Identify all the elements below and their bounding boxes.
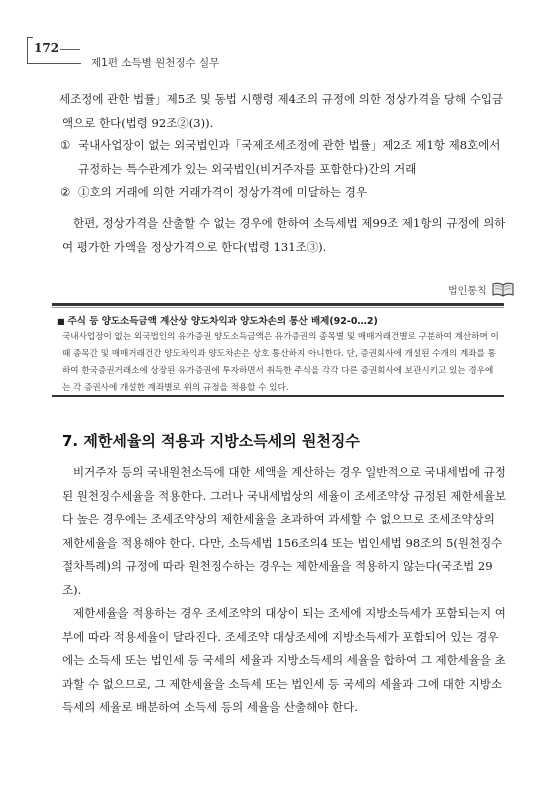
- list-number: ②: [60, 185, 71, 199]
- box-body-text: 국내사업장이 없는 외국법인의 유가증권 양도소득금액은 유가증권의 종목별 및 매매거래건별로 구분하여 계산하며 이때 종목간 및 매매거래건간 양도차익과 양도차손은 상호 통산하지 아니한다. 단, 증권회사에 개설된 수개의 계좌를 통하여 한국증권거래소에 상장된 유가증권에 투자하면서 취득한 주식을 각각 다른 증권회사에 보관시키고 있는 경우에는 각 증권사에 개설한 계좌별로 위의 규정을 적용할 수 있다.: [62, 332, 499, 393]
- header-line: [60, 49, 80, 50]
- section-title: 7. 제한세율의 적용과 지방소득세의 원천징수: [62, 432, 360, 450]
- box-bottom-rule: [52, 395, 504, 397]
- running-header-title: 제1편 소득별 원천징수 실무: [91, 57, 220, 69]
- bullet-icon: ■: [57, 317, 65, 326]
- box-heading-text: 주식 등 양도소득금액 계산상 양도차익과 양도차손의 통산 배제(92-0…2): [67, 316, 378, 327]
- header-rule: [27, 63, 81, 64]
- numbered-list: [60, 134, 510, 205]
- paragraph: 한편, 정상가격을 산출할 수 없는 경우에 한하여 소득세법 제99조 제1항의 규정에 의하여 평가한 가액을 정상가격으로 한다(법령 131조③).: [62, 216, 506, 254]
- list-number: ①: [60, 138, 71, 152]
- list-item: [60, 181, 510, 205]
- box-top-thin-rule: [52, 307, 504, 308]
- box-heading: [57, 313, 501, 327]
- badge-label: 법인통칙: [448, 285, 487, 297]
- list-text: ①호의 거래에 의한 거래가격이 정상가격에 미달하는 경우: [78, 185, 367, 199]
- regulation-box: [57, 313, 501, 397]
- regulation-badge: [448, 280, 515, 298]
- paragraph: 세조정에 관한 법률」제5조 및 동법 시행령 제4조의 규정에 의한 정상가격을 당해 수입금액으로 한다(법령 92조②(3)).: [59, 92, 504, 130]
- box-top-rule: [52, 303, 504, 306]
- paragraph: 비거주자 등의 국내원천소득에 대한 세액을 계산하는 경우 일반적으로 국내세법에 규정된 원천징수세율을 적용한다. 그러나 국내세법상의 세율이 조세조약상 규정된 제한세율보다 높은 경우에는 조세조약상의 제한세율을 초과하여 과세할 수 없으므로 조세조약상의 제한세율을 적용해야 한다. 다만, 소득세법 156조의4 또는 법인세법 98조의 5(원천징수 절차특례)의 규정에 따라 원천징수하는 경우는 제한세율을 적용하지 않는다(국조법 29조).: [62, 465, 506, 597]
- paragraph: 제한세율을 적용하는 경우 조세조약의 대상이 되는 조세에 지방소득세가 포함되는지 여부에 따라 적용세율이 달라진다. 조세조약 대상조세에 지방소득세가 포함되어 있는 경우에는 소득세 또는 법인세 등 국세의 세율과 지방소득세의 세율을 합하여 그 제한세율을 초과할 수 없으므로, 그 제한세율을 소득세 또는 법인세 등 국세의 세율과 그에 대한 지방소득세의 세율로 배분하여 소득세 등의 세율을 산출해야 한다.: [62, 606, 506, 714]
- page-number: 172: [34, 41, 60, 55]
- list-item: [60, 134, 510, 181]
- list-text: 국내사업장이 없는 외국법인과「국제조세조정에 관한 법률」제2조 제1항 제8호에서 규정하는 특수관계가 있는 외국법인(비거주자를 포함한다)간의 거래: [78, 138, 501, 176]
- header-bracket: [27, 37, 33, 64]
- open-book-icon: [491, 280, 515, 298]
